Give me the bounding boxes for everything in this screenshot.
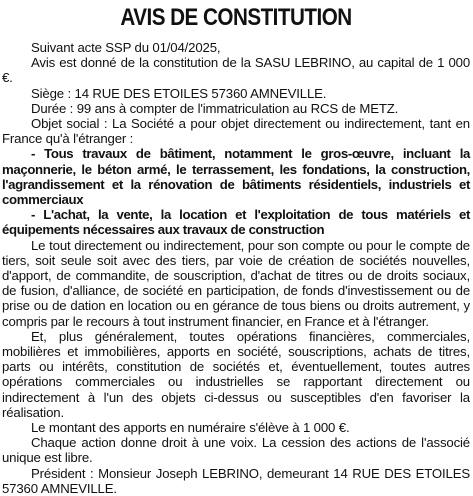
notice-paragraph-construction-works: - Tous travaux de bâtiment, notamment le gros-œuvre, incluant la maçonnerie, le béton armé, le terrassement, les fondations, la construction, l'agrandissement et la rénovation de bâtiments résidentiels, industriels et commerciaux bbox=[2, 146, 470, 208]
notice-paragraph-equipment: - L'achat, la vente, la location et l'exploitation de tous matériels et équipements nécessaires aux travaux de construction bbox=[2, 207, 470, 238]
notice-paragraph-head-office: Siège : 14 RUE DES ETOILES 57360 AMNEVILLE. bbox=[31, 85, 327, 101]
notice-paragraph-contributions: Le montant des apports en numéraire s'élève à 1 000 €. bbox=[31, 420, 350, 436]
notice-paragraph-duration: Durée : 99 ans à compter de l'immatriculation au RCS de METZ. bbox=[31, 100, 399, 116]
notice-paragraph-corporate-purpose: Objet social : La Société a pour objet directement ou indirectement, tant en France qu'à l'étranger : bbox=[2, 116, 470, 147]
notice-paragraph-means: Le tout directement ou indirectement, pour son compte ou pour le compte de tiers, soit seule soit avec des tiers, par voie de création de sociétés nouvelles, d'apport, de commandite, de souscription, d'achat de titres ou de droits sociaux, de fusion, d'alliance, de société en participation, de fonds d'investissement ou de prise ou de dation en location ou en gérance de tous biens ou droits autrement, y compris par le recours à tout instrument financier, en France et à l'étranger. bbox=[2, 237, 470, 329]
notice-paragraph-general-operations: Et, plus généralement, toutes opérations financières, commerciales, mobilières et immobilières, apports en société, souscriptions, achats de titres, parts ou intérêts, constitution de sociétés et, éventuellement, toutes autres opérations commerciales ou industrielles se rapportant directement ou indirectement à l'un des objets ci-dessus ou susceptibles d'en favoriser la réalisation. bbox=[2, 328, 470, 420]
notice-paragraph-constitution: Avis est donné de la constitution de la SASU LEBRINO, au capital de 1 000 €. bbox=[2, 55, 470, 86]
notice-paragraph-president: Président : Monsieur Joseph LEBRINO, demeurant 14 RUE DES ETOILES 57360 AMNEVILLE. bbox=[2, 465, 470, 496]
notice-title: AVIS DE CONSTITUTION bbox=[120, 4, 352, 31]
notice-paragraph-act-date: Suivant acte SSP du 01/04/2025, bbox=[31, 40, 221, 55]
notice-paragraph-shares: Chaque action donne droit à une voix. La cession des actions de l'associé unique est libre. bbox=[2, 435, 470, 466]
